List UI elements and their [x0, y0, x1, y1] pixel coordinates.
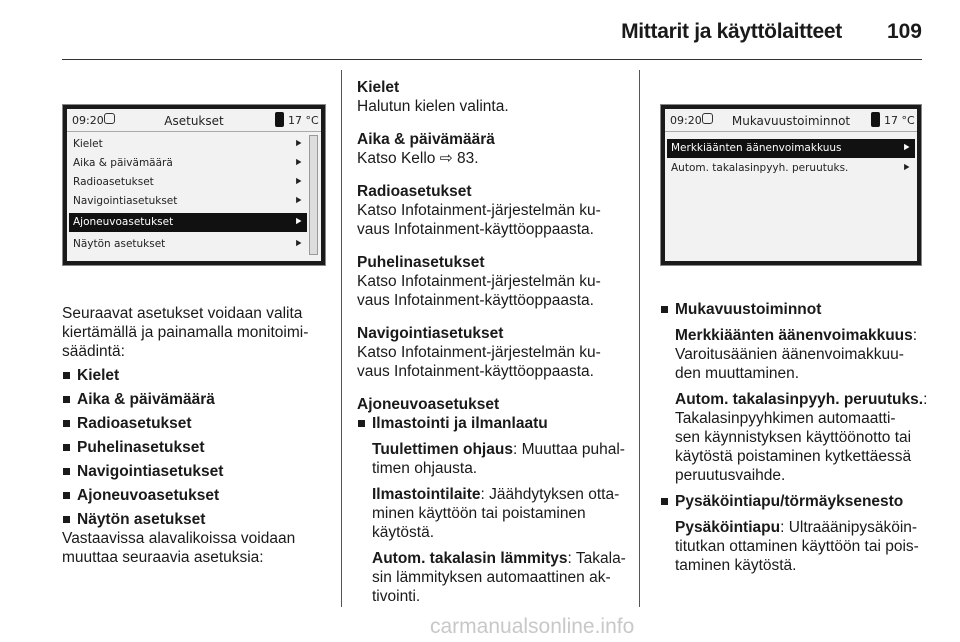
- text-line: sen käynnistyksen käyttöönotto tai: [675, 429, 912, 446]
- section-text: Halutun kielen valinta.: [357, 98, 509, 115]
- bullet-item: Pysäköintiapu/törmäyksenesto: [660, 492, 930, 511]
- menu-item-label: Kielet: [73, 138, 103, 150]
- sub-item: [660, 390, 930, 485]
- text-line: : Muuttaa puhal-: [512, 441, 625, 458]
- settings-screen: [62, 104, 326, 266]
- menu-item-label: Merkkiäänten äänenvoimakkuus: [671, 142, 842, 154]
- page-ref[interactable]: 83.: [457, 150, 479, 167]
- intro-line: kiertämällä ja painamalla monitoimi-: [62, 324, 309, 341]
- section-text: [357, 149, 632, 168]
- bullet-item: Radioasetukset: [62, 414, 332, 433]
- text-line: :: [912, 327, 918, 344]
- text-line: Varoitusäänien äänenvoimakkuu-: [675, 346, 904, 363]
- text-line: den muuttaminen.: [675, 365, 800, 382]
- section-heading: Ajoneuvoasetukset: [357, 396, 500, 413]
- section-heading: Radioasetukset: [357, 183, 472, 200]
- bullet-item: Ajoneuvoasetukset: [62, 486, 332, 505]
- page-number: 109: [886, 20, 922, 43]
- sub-item: [357, 485, 632, 542]
- menu-item-label: Navigointiasetukset: [73, 195, 178, 207]
- section-text: [357, 343, 632, 381]
- watermark: carmanualsonline.info: [430, 615, 635, 638]
- text-line: Takalasinpyyhkimen automaatti-: [675, 410, 896, 427]
- column-divider-2: [639, 70, 640, 607]
- text-line: titutkan ottaminen käyttöön tai pois-: [675, 538, 919, 555]
- page-title: Mittarit ja käyttölaitteet: [621, 20, 842, 43]
- sub-item-title: Ilmastointilaite: [372, 486, 481, 503]
- bullet-item: Aika & päivämäärä: [62, 390, 332, 409]
- sub-item: [357, 440, 632, 478]
- sub-item: [660, 518, 930, 575]
- section-heading: Puhelinasetukset: [357, 254, 485, 271]
- text-line: sin lämmityksen automaattinen ak-: [372, 569, 611, 586]
- menu-item-merkkiaanten[interactable]: [667, 139, 915, 158]
- section-heading: Navigointiasetukset: [357, 325, 504, 342]
- menu-item-kielet[interactable]: [69, 135, 307, 154]
- screen-time: 09:20: [72, 114, 104, 127]
- chevron-right-icon: ⯈: [902, 163, 910, 174]
- sub-item-title: Pysäköintiapu: [675, 519, 781, 536]
- screen-temperature: 17 °C: [884, 114, 915, 127]
- intro-text: [62, 304, 332, 361]
- text-line: tivointi.: [372, 588, 421, 605]
- chevron-right-icon: ⯈: [902, 143, 910, 154]
- chevron-right-icon: ⯈: [294, 217, 302, 228]
- text-line: peruutusvaihde.: [675, 467, 786, 484]
- column-1: [62, 304, 332, 567]
- intro-line: Seuraavat asetukset voidaan valita: [62, 305, 303, 322]
- menu-item-label: Radioasetukset: [73, 176, 154, 188]
- section-heading: Kielet: [357, 79, 400, 96]
- text-line: vaus Infotainment-käyttöoppaasta.: [357, 363, 594, 380]
- text-line: :: [923, 391, 928, 408]
- text-line: käytöstä.: [372, 524, 435, 541]
- sub-item: [357, 549, 632, 606]
- menu-item-label: Näytön asetukset: [73, 238, 166, 250]
- intro-line: säädintä:: [62, 343, 125, 360]
- section-heading: Aika & päivämäärä: [357, 131, 495, 148]
- screen-title: Mukavuustoiminnot: [731, 114, 851, 128]
- sub-item-title: Autom. takalasin lämmitys: [372, 550, 568, 567]
- header-rule: [62, 59, 922, 60]
- outro-line: muuttaa seuraavia asetuksia:: [62, 549, 264, 566]
- text-line: Katso Infotainment-järjestelmän ku-: [357, 344, 601, 361]
- page-header: [0, 0, 960, 62]
- section-text-span: Katso Kello: [357, 150, 436, 167]
- chevron-right-icon: ⯈: [294, 196, 302, 207]
- screen-status-bar: [67, 109, 321, 132]
- text-line: : Ultraäänipysäköin-: [780, 519, 918, 536]
- bullet-item: Mukavuustoiminnot: [660, 300, 930, 319]
- menu-item-aika[interactable]: [69, 154, 307, 173]
- text-line: vaus Infotainment-käyttöoppaasta.: [357, 292, 594, 309]
- text-line: Katso Infotainment-järjestelmän ku-: [357, 273, 601, 290]
- sub-item-title: Tuulettimen ohjaus: [372, 441, 513, 458]
- menu-item-takalasinpyyhkija[interactable]: [667, 159, 915, 178]
- text-line: timen ohjausta.: [372, 460, 478, 477]
- section-text: [357, 201, 632, 239]
- column-2: [357, 78, 632, 606]
- screen-temperature: 17 °C: [288, 114, 319, 127]
- menu-item-label: Autom. takalasinpyyh. peruutuks.: [671, 162, 849, 174]
- page-ref-icon: ⇨: [439, 150, 453, 167]
- chevron-right-icon: ⯈: [294, 239, 302, 250]
- thermometer-icon: [871, 112, 880, 127]
- menu-item-radio[interactable]: [69, 173, 307, 192]
- thermometer-icon: [275, 112, 284, 127]
- text-line: vaus Infotainment-käyttöoppaasta.: [357, 221, 594, 238]
- menu-item-label: Ajoneuvoasetukset: [73, 216, 174, 228]
- menu-item-label: Aika & päivämäärä: [73, 157, 173, 169]
- text-line: taminen käytöstä.: [675, 557, 797, 574]
- bullet-item: Kielet: [62, 366, 332, 385]
- text-line: käytöstä poistaminen kytkettäessä: [675, 448, 912, 465]
- chevron-right-icon: ⯈: [294, 177, 302, 188]
- menu-item-ajoneuvo[interactable]: [69, 213, 307, 232]
- text-line: Katso Infotainment-järjestelmän ku-: [357, 202, 601, 219]
- screen-status-bar: [665, 109, 917, 132]
- outro-text: [62, 529, 332, 567]
- screen-time: 09:20: [670, 114, 702, 127]
- chevron-right-icon: ⯈: [294, 139, 302, 150]
- scrollbar[interactable]: [309, 135, 318, 255]
- bullet-item: Navigointiasetukset: [62, 462, 332, 481]
- menu-item-navigointi[interactable]: [69, 192, 307, 211]
- comfort-screen: [660, 104, 922, 266]
- menu-item-naytto[interactable]: [69, 235, 307, 254]
- text-line: : Jäähdytyksen otta-: [480, 486, 620, 503]
- bullet-item: Näytön asetukset: [62, 510, 332, 529]
- bullet-item: Puhelinasetukset: [62, 438, 332, 457]
- sub-item-title: Merkkiäänten äänenvoimakkuus: [675, 327, 913, 344]
- column-divider-1: [341, 70, 342, 607]
- sub-item-title: Autom. takalasinpyyh. peruutuks.: [675, 391, 924, 408]
- outro-line: Vastaavissa alavalikoissa voidaan: [62, 530, 296, 547]
- section-text: [357, 272, 632, 310]
- bullet-item: Ilmastointi ja ilmanlaatu: [357, 414, 632, 433]
- sub-item: [660, 326, 930, 383]
- screen-title: Asetukset: [164, 114, 224, 128]
- column-3: [660, 300, 930, 575]
- chevron-right-icon: ⯈: [294, 158, 302, 169]
- text-line: minen käyttöön tai poistaminen: [372, 505, 586, 522]
- text-line: : Takala-: [567, 550, 626, 567]
